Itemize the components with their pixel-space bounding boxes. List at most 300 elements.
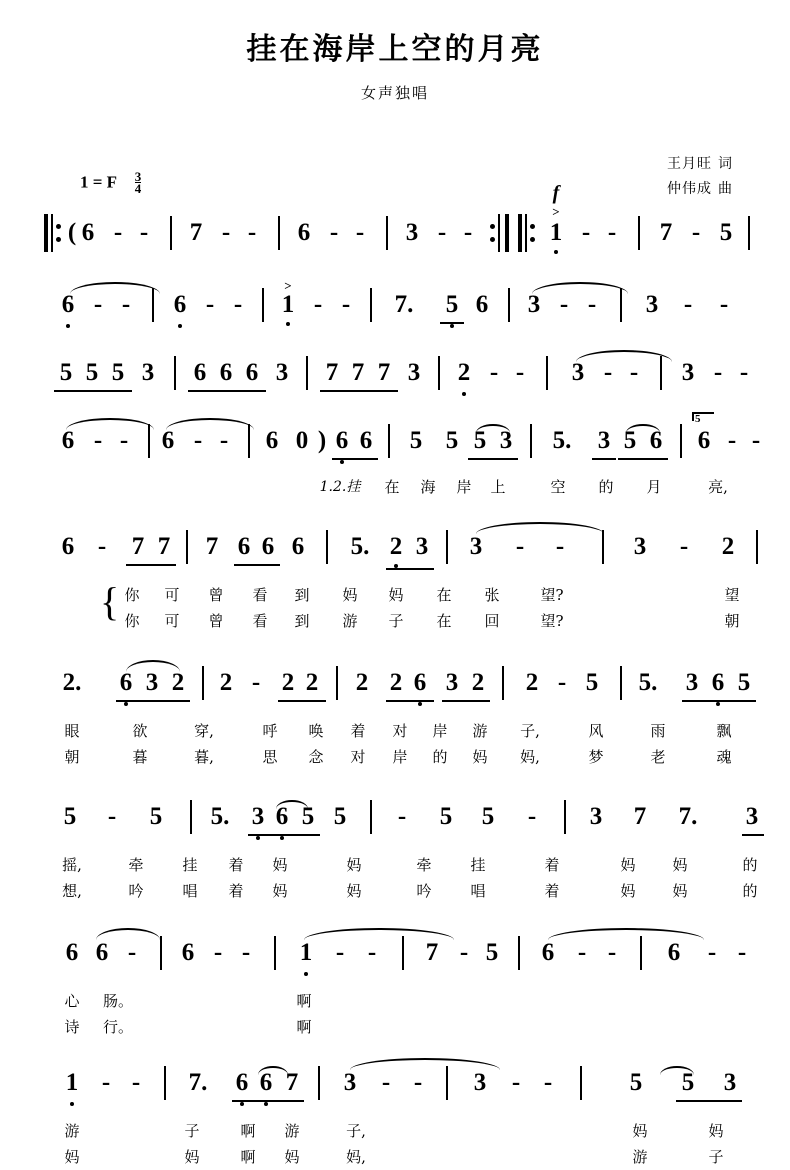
note: 3 bbox=[499, 427, 513, 454]
lyric-syllable: 游 bbox=[472, 722, 488, 740]
note: - bbox=[515, 359, 525, 386]
lyric-syllable: 妈, bbox=[346, 1148, 366, 1166]
note: - bbox=[219, 427, 229, 454]
note: 7. bbox=[188, 1069, 208, 1096]
accent-mark: > bbox=[284, 278, 292, 293]
note: 3 bbox=[405, 219, 419, 246]
note: - bbox=[489, 359, 499, 386]
note: - bbox=[241, 939, 251, 966]
note: - bbox=[459, 939, 469, 966]
note: 2 bbox=[389, 533, 403, 560]
lyric-syllable: 朝 bbox=[724, 612, 740, 630]
note: 1 bbox=[549, 219, 563, 246]
lyric-syllable: 的 bbox=[598, 478, 614, 496]
note: 5. bbox=[350, 533, 370, 560]
note: 2 bbox=[389, 669, 403, 696]
accent-mark: > bbox=[552, 204, 560, 219]
note: 7 bbox=[131, 533, 145, 560]
lyric-syllable: 暮, bbox=[194, 748, 214, 766]
lyric-syllable: 唱 bbox=[470, 882, 486, 900]
note: - bbox=[101, 1069, 111, 1096]
note: - bbox=[233, 291, 243, 318]
note: - bbox=[121, 291, 131, 318]
lyric-line-6a bbox=[40, 718, 752, 744]
lyric-syllable: 魂 bbox=[716, 748, 732, 766]
note: 2 bbox=[305, 669, 319, 696]
note: 6 bbox=[335, 427, 349, 454]
note: 7 bbox=[285, 1069, 299, 1096]
note: - bbox=[127, 939, 137, 966]
note: 2 bbox=[281, 669, 295, 696]
lyric-syllable: 子 bbox=[708, 1148, 724, 1166]
lyric-syllable: 张 bbox=[484, 586, 500, 604]
note: - bbox=[543, 1069, 553, 1096]
note: 1 bbox=[299, 939, 313, 966]
lyric-syllable: 空 bbox=[550, 478, 566, 496]
note: 1 bbox=[281, 291, 295, 318]
staff-row-3 bbox=[40, 350, 752, 396]
lyric-syllable: 心 bbox=[64, 992, 80, 1010]
note: 6 bbox=[81, 219, 95, 246]
lyric-syllable: 念 bbox=[308, 748, 324, 766]
lyric-brace: { bbox=[100, 579, 120, 624]
note: - bbox=[739, 359, 749, 386]
lyric-syllable: 肠。 bbox=[102, 992, 134, 1010]
note: 7 bbox=[659, 219, 673, 246]
note: 3 bbox=[745, 803, 759, 830]
lyric-line-7a bbox=[40, 852, 758, 878]
lyric-syllable: 牵 bbox=[416, 856, 432, 874]
note: 1 bbox=[65, 1069, 79, 1096]
lyric-syllable: 游 bbox=[284, 1122, 300, 1140]
note: - bbox=[683, 291, 693, 318]
note-line-2 bbox=[40, 278, 752, 328]
note: 6 bbox=[235, 1069, 249, 1096]
subtitle: 女声独唱 bbox=[360, 84, 429, 102]
note: 6 bbox=[61, 427, 75, 454]
lyric-line-7b bbox=[40, 878, 758, 904]
note: - bbox=[193, 427, 203, 454]
note: - bbox=[463, 219, 473, 246]
note: - bbox=[679, 533, 689, 560]
lyric-syllable: 妈 bbox=[620, 856, 636, 874]
lyric-syllable: 吟 bbox=[128, 882, 144, 900]
note: - bbox=[367, 939, 377, 966]
lyric-syllable: 妈 bbox=[346, 856, 362, 874]
note: 7. bbox=[678, 803, 698, 830]
note: 5 bbox=[737, 669, 751, 696]
note: - bbox=[511, 1069, 521, 1096]
note: - bbox=[397, 803, 407, 830]
note: 5 bbox=[585, 669, 599, 696]
note: 0 bbox=[295, 427, 309, 454]
lyric-syllable: 飘 bbox=[716, 722, 732, 740]
lyric-syllable: 看 bbox=[252, 612, 268, 630]
lyric-syllable: 海 bbox=[420, 478, 436, 496]
lyric-syllable: 月 bbox=[646, 478, 662, 496]
note: 3 bbox=[469, 533, 483, 560]
note: 3 bbox=[275, 359, 289, 386]
note: 3 bbox=[251, 803, 265, 830]
note: - bbox=[557, 669, 567, 696]
note: 5 bbox=[445, 291, 459, 318]
note: - bbox=[341, 291, 351, 318]
note: - bbox=[719, 291, 729, 318]
note: 7. bbox=[394, 291, 414, 318]
note: - bbox=[313, 291, 323, 318]
lyric-syllable: 子 bbox=[388, 612, 404, 630]
lyric-line-9a bbox=[40, 1118, 752, 1144]
lyric-syllable: 妈 bbox=[388, 586, 404, 604]
note: - bbox=[737, 939, 747, 966]
lyric-syllable: 挂 bbox=[470, 856, 486, 874]
lyric-syllable: 行。 bbox=[102, 1018, 134, 1036]
note-line-8 bbox=[40, 930, 752, 976]
note: - bbox=[751, 427, 761, 454]
note: 7 bbox=[377, 359, 391, 386]
note: - bbox=[97, 533, 107, 560]
lyric-syllable: 亮, bbox=[708, 478, 728, 496]
lyric-syllable: 上 bbox=[490, 478, 506, 496]
note: 6 bbox=[61, 533, 75, 560]
staff-row-9 bbox=[40, 1060, 752, 1170]
lyric-line-8b bbox=[40, 1014, 752, 1040]
lyric-syllable: 在 bbox=[436, 612, 452, 630]
lyric-syllable: 诗 bbox=[64, 1018, 80, 1036]
note: 6 bbox=[475, 291, 489, 318]
note: - bbox=[555, 533, 565, 560]
note: - bbox=[629, 359, 639, 386]
note-line-3 bbox=[40, 350, 752, 396]
lyric-syllable: 的 bbox=[742, 856, 758, 874]
note: 5 bbox=[111, 359, 125, 386]
note: 5 bbox=[485, 939, 499, 966]
note: 5 bbox=[333, 803, 347, 830]
note: 5 bbox=[719, 219, 733, 246]
note: 7 bbox=[325, 359, 339, 386]
lyric-syllable: 风 bbox=[588, 722, 604, 740]
lyric-syllable: 可 bbox=[164, 612, 180, 630]
lyric-syllable: 啊 bbox=[240, 1122, 256, 1140]
staff-row-2 bbox=[40, 278, 752, 328]
note: - bbox=[607, 219, 617, 246]
lyric-syllable: 眼 bbox=[64, 722, 80, 740]
lyric-syllable: 着 bbox=[228, 882, 244, 900]
note: - bbox=[713, 359, 723, 386]
note: 5. bbox=[638, 669, 658, 696]
staff-row-8 bbox=[40, 930, 752, 1040]
note: 2 bbox=[219, 669, 233, 696]
note: 7 bbox=[157, 533, 171, 560]
lyric-syllable: 雨 bbox=[650, 722, 666, 740]
note: - bbox=[603, 359, 613, 386]
staff-row-5 bbox=[40, 524, 752, 634]
lyric-syllable: 子 bbox=[184, 1122, 200, 1140]
note: 5 bbox=[481, 803, 495, 830]
note: 3 bbox=[473, 1069, 487, 1096]
lyric-syllable: 吟 bbox=[416, 882, 432, 900]
note: 6 bbox=[413, 669, 427, 696]
note: 5 bbox=[681, 1069, 695, 1096]
note: 6 bbox=[649, 427, 663, 454]
lyric-syllable: 妈 bbox=[672, 882, 688, 900]
note: 5 bbox=[439, 803, 453, 830]
lyric-syllable: 暮 bbox=[132, 748, 148, 766]
lyric-syllable: 你 bbox=[124, 586, 140, 604]
note: 6 bbox=[275, 803, 289, 830]
note: - bbox=[329, 219, 339, 246]
lyric-syllable: 啊 bbox=[296, 992, 312, 1010]
note: - bbox=[707, 939, 717, 966]
lyric-syllable: 曾 bbox=[208, 612, 224, 630]
lyric-syllable: 妈 bbox=[472, 748, 488, 766]
note: 2 bbox=[721, 533, 735, 560]
note: - bbox=[335, 939, 345, 966]
note: 3 bbox=[571, 359, 585, 386]
note: 5 bbox=[59, 359, 73, 386]
note: 3 bbox=[685, 669, 699, 696]
lyric-syllable: 妈 bbox=[620, 882, 636, 900]
staff-row-6 bbox=[40, 660, 752, 770]
lyric-syllable: 牵 bbox=[128, 856, 144, 874]
note: 3 bbox=[527, 291, 541, 318]
note: 6 bbox=[667, 939, 681, 966]
note: 3 bbox=[597, 427, 611, 454]
note: - bbox=[131, 1069, 141, 1096]
note: - bbox=[119, 427, 129, 454]
note: 3 bbox=[445, 669, 459, 696]
lyric-line-8a bbox=[40, 988, 752, 1014]
note: 6 bbox=[265, 427, 279, 454]
note: 6 bbox=[65, 939, 79, 966]
note: 2 bbox=[355, 669, 369, 696]
lyric-syllable: 妈 bbox=[632, 1122, 648, 1140]
note: 6 bbox=[181, 939, 195, 966]
lyric-syllable: 在 bbox=[384, 478, 400, 496]
lyric-syllable: 望? bbox=[540, 612, 564, 630]
note: - bbox=[355, 219, 365, 246]
note: 7 bbox=[205, 533, 219, 560]
lyric-syllable: 着 bbox=[544, 856, 560, 874]
note: 3 bbox=[633, 533, 647, 560]
note: 5 bbox=[149, 803, 163, 830]
note: 6 bbox=[297, 219, 311, 246]
note: 6 bbox=[697, 427, 711, 454]
note: 3 bbox=[645, 291, 659, 318]
note: - bbox=[107, 803, 117, 830]
note: 2 bbox=[525, 669, 539, 696]
lyric-syllable: 曾 bbox=[208, 586, 224, 604]
lyric-syllable: 可 bbox=[164, 586, 180, 604]
music-notation bbox=[0, 24, 790, 1166]
note: 6 bbox=[61, 291, 75, 318]
note: 6 bbox=[541, 939, 555, 966]
lyric-syllable: 望? bbox=[540, 586, 564, 604]
note: 7 bbox=[351, 359, 365, 386]
lyric-syllable: 朝 bbox=[64, 748, 80, 766]
note-line-9 bbox=[40, 1060, 752, 1106]
lyric-syllable: 妈 bbox=[272, 882, 288, 900]
lyric-syllable: 穿, bbox=[194, 722, 214, 740]
page-title: 挂在海岸上空的月亮 bbox=[246, 32, 544, 67]
note: 2. bbox=[62, 669, 82, 696]
lyric-syllable: 游 bbox=[342, 612, 358, 630]
note: - bbox=[727, 427, 737, 454]
lyric-syllable: 子, bbox=[346, 1122, 366, 1140]
note: 5 bbox=[445, 427, 459, 454]
note: 5 bbox=[629, 1069, 643, 1096]
lyric-syllable: 看 bbox=[252, 586, 268, 604]
lyric-syllable: 子, bbox=[520, 722, 540, 740]
lyric-syllable: 到 bbox=[294, 586, 310, 604]
note: 3 bbox=[343, 1069, 357, 1096]
lyric-syllable: 的 bbox=[432, 748, 448, 766]
note: 2 bbox=[171, 669, 185, 696]
lyric-syllable: 唱 bbox=[182, 882, 198, 900]
note: 2 bbox=[457, 359, 471, 386]
note: 5 bbox=[623, 427, 637, 454]
note: 6 bbox=[359, 427, 373, 454]
lyric-syllable: 妈 bbox=[184, 1148, 200, 1166]
note: - bbox=[527, 803, 537, 830]
note: - bbox=[93, 427, 103, 454]
lyric-syllable: 啊 bbox=[296, 1018, 312, 1036]
lyric-syllable: 游 bbox=[64, 1122, 80, 1140]
lyric-line-6b bbox=[40, 744, 752, 770]
lyric-syllable: 妈 bbox=[284, 1148, 300, 1166]
note: 7 bbox=[189, 219, 203, 246]
sheet-music-page bbox=[0, 24, 790, 1166]
note-line-4: 6 - - 6 - - 6 0 ) 6 6 5 5 5 3 5. 3 5 6 5 6 - - bbox=[40, 418, 752, 464]
lyric-line-5b bbox=[40, 608, 752, 634]
note: - bbox=[587, 291, 597, 318]
lyric-syllable: 思 bbox=[262, 748, 278, 766]
note: 3 bbox=[723, 1069, 737, 1096]
lyric-syllable: 妈 bbox=[342, 586, 358, 604]
lyric-syllable: 岸 bbox=[392, 748, 408, 766]
lyric-syllable: 回 bbox=[484, 612, 500, 630]
note: ( bbox=[67, 219, 77, 246]
note: 6 bbox=[193, 359, 207, 386]
credit-composer: 仲伟成 曲 bbox=[667, 181, 732, 197]
note: 3 bbox=[415, 533, 429, 560]
note: 3 bbox=[681, 359, 695, 386]
note: ) bbox=[317, 427, 327, 454]
lyric-syllable: 到 bbox=[294, 612, 310, 630]
lyric-syllable: 欲 bbox=[132, 722, 148, 740]
lyric-syllable: 啊 bbox=[240, 1148, 256, 1166]
note: 6 bbox=[259, 1069, 273, 1096]
lyric-syllable: 对 bbox=[350, 748, 366, 766]
lyric-syllable: 妈 bbox=[672, 856, 688, 874]
note: 3 bbox=[407, 359, 421, 386]
lyric-syllable: 1.2.挂 bbox=[319, 479, 361, 495]
lyric-syllable: 的 bbox=[742, 882, 758, 900]
note: 2 bbox=[471, 669, 485, 696]
note: - bbox=[139, 219, 149, 246]
staff-row-7 bbox=[40, 794, 759, 904]
note: - bbox=[247, 219, 257, 246]
note: 5 bbox=[409, 427, 423, 454]
lyric-syllable: 挂 bbox=[182, 856, 198, 874]
note: 5 bbox=[301, 803, 315, 830]
lyric-syllable: 着 bbox=[228, 856, 244, 874]
note: - bbox=[93, 291, 103, 318]
lyric-syllable: 你 bbox=[124, 612, 140, 630]
note: - bbox=[413, 1069, 423, 1096]
lyric-syllable: 呼 bbox=[262, 722, 278, 740]
note: 6 bbox=[261, 533, 275, 560]
credit-lyricist: 王月旺 词 bbox=[667, 156, 732, 172]
note: 5. bbox=[552, 427, 572, 454]
note: - bbox=[221, 219, 231, 246]
dynamic-forte: f bbox=[552, 182, 560, 204]
lyric-syllable: 在 bbox=[436, 586, 452, 604]
note: - bbox=[691, 219, 701, 246]
note: - bbox=[251, 669, 261, 696]
lyric-syllable: 妈, bbox=[520, 748, 540, 766]
lyric-syllable: 妈 bbox=[272, 856, 288, 874]
lyric-syllable: 唤 bbox=[308, 722, 324, 740]
note: - bbox=[437, 219, 447, 246]
lyric-line-9b bbox=[40, 1144, 752, 1170]
note: 6 bbox=[173, 291, 187, 318]
note: 7 bbox=[633, 803, 647, 830]
lyric-syllable: 对 bbox=[392, 722, 408, 740]
note: - bbox=[113, 219, 123, 246]
lyric-syllable: 妈 bbox=[346, 882, 362, 900]
note: 5. bbox=[210, 803, 230, 830]
time-signature: $\frac{3}{4}$ bbox=[134, 169, 142, 196]
note: 6 bbox=[245, 359, 259, 386]
note-line-6 bbox=[40, 660, 752, 706]
note: - bbox=[381, 1069, 391, 1096]
note: 6 bbox=[237, 533, 251, 560]
note: 7 bbox=[425, 939, 439, 966]
lyric-syllable: 游 bbox=[632, 1148, 648, 1166]
note: 6 bbox=[291, 533, 305, 560]
lyric-line-5a bbox=[40, 579, 752, 624]
lyric-line-4 bbox=[40, 474, 752, 500]
note: - bbox=[515, 533, 525, 560]
lyric-syllable: 想, bbox=[62, 882, 82, 900]
lyric-syllable: 望 bbox=[724, 586, 740, 604]
note: 6 bbox=[219, 359, 233, 386]
note: 3 bbox=[145, 669, 159, 696]
note-line-5 bbox=[40, 524, 752, 570]
note: 6 bbox=[95, 939, 109, 966]
lyric-syllable: 梦 bbox=[588, 748, 604, 766]
lyric-syllable: 岸 bbox=[456, 478, 472, 496]
note: 5 bbox=[63, 803, 77, 830]
note: - bbox=[559, 291, 569, 318]
lyric-syllable: 摇, bbox=[62, 856, 82, 874]
lyric-syllable: 老 bbox=[650, 748, 666, 766]
staff-row-4 bbox=[40, 413, 761, 500]
note-line-7 bbox=[40, 794, 759, 840]
lyric-syllable: 着 bbox=[350, 722, 366, 740]
key-label: 1 = F bbox=[80, 172, 117, 192]
lyric-syllable: 着 bbox=[544, 882, 560, 900]
note: 3 bbox=[589, 803, 603, 830]
lyric-syllable: 岸 bbox=[432, 722, 448, 740]
lyric-syllable: 妈 bbox=[708, 1122, 724, 1140]
note: 6 bbox=[161, 427, 175, 454]
note: - bbox=[205, 291, 215, 318]
note: 6 bbox=[119, 669, 133, 696]
note: - bbox=[581, 219, 591, 246]
note: 5 bbox=[85, 359, 99, 386]
